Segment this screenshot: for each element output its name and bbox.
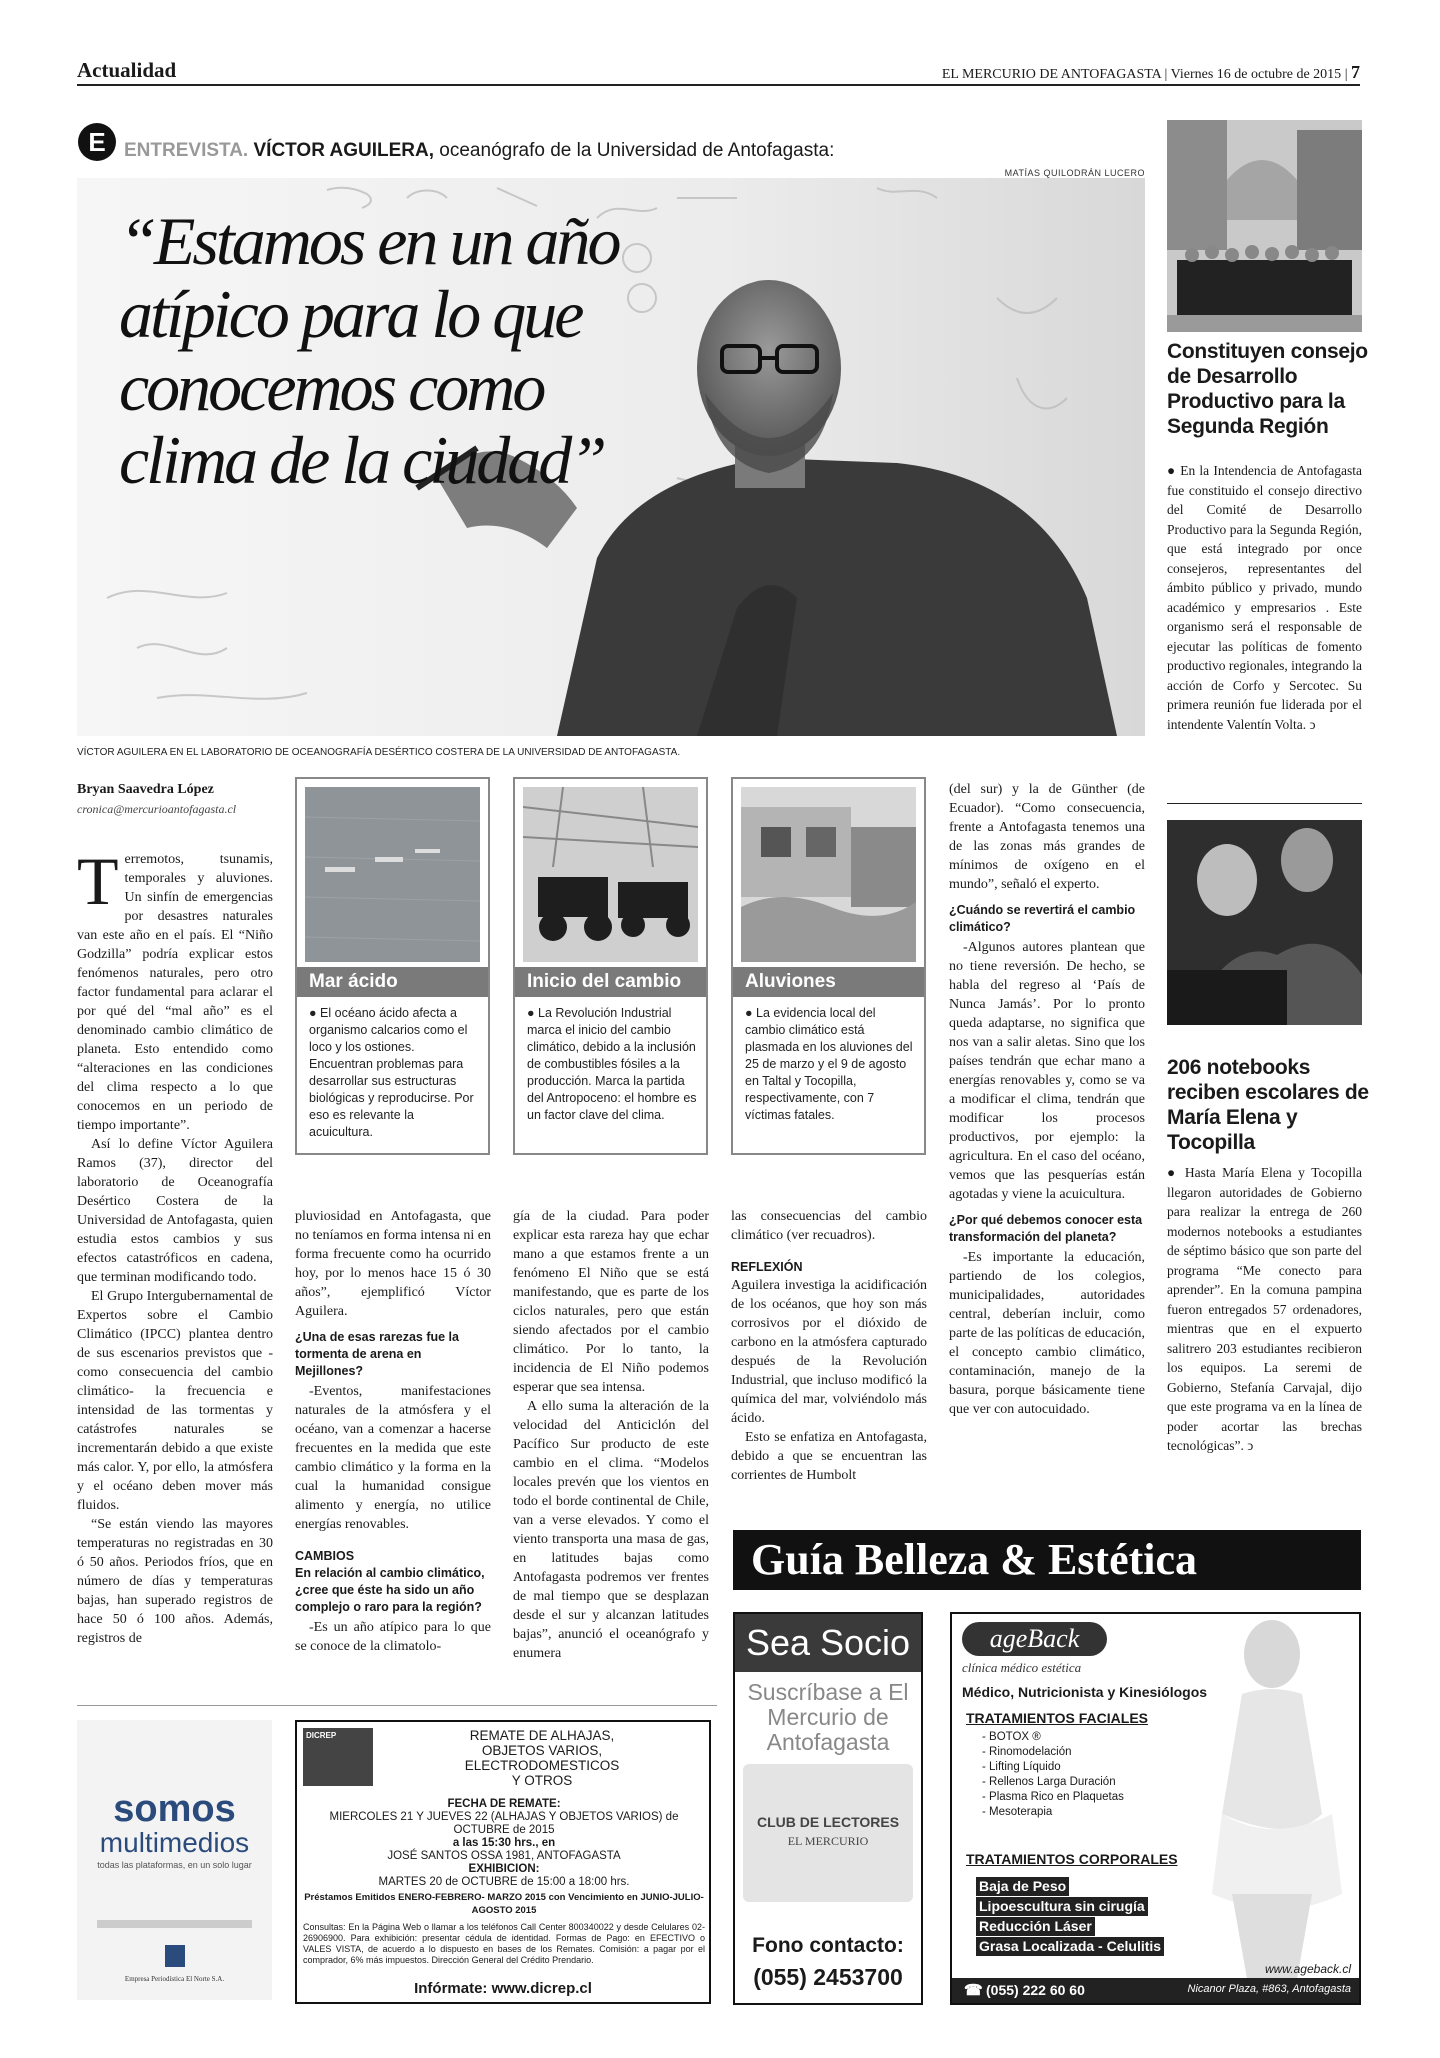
box-text: ● La evidencia local del cambio climático está plasmada en los aluviones del 25 de marzo y el 9 de agosto en Taltal y Tocopilla, respectivamente, con 7 víctimas fatales. [745, 1006, 913, 1122]
paragraph: las consecuencias del cambio climático (ver recuadros). [731, 1209, 927, 1243]
paragraph: Así lo define Víctor Aguilera Ramos (37), director del laboratorio de Oceanografía Desértico Costera de la Universidad de Antofagasta, quien estudia estos cambios y sus efectos catastróficos en cadena, que terminan modificando todo. [77, 1137, 273, 1285]
ageback-tagline: clínica médico estética [962, 1660, 1082, 1675]
ad-footer: Empresa Periodística El Norte S.A. [124, 1975, 225, 1983]
issue-date: Viernes 16 de octubre de 2015 [1170, 67, 1342, 82]
ad-website[interactable]: Infórmate: www.dicrep.cl [414, 1980, 592, 1997]
interview-question: ¿Una de esas rarezas fue la tormenta de arena en Mejillones? [295, 1330, 459, 1378]
dicrep-auction-ad[interactable] [295, 1720, 711, 2004]
box-title: Aluviones [733, 967, 924, 997]
ad-contact-label: Fono contacto: [752, 1934, 904, 1957]
ad-consultas: Consultas: En la Página Web o llamar a los teléfonos Call Center 800340022 y desde Celulares 02-26906900. Para exhibición: presentar cédula de identidad. Formas de Pago: en EFECTIVO o VALES VISTA, de acuerdo a lo dispuesto en bases de los Remates. Comisión: a pagar por el comprador, 6% más impuestos. Dirección General del Crédito Prendario. [303, 1922, 705, 1965]
club-sub: EL MERCURIO [787, 1834, 869, 1848]
box-text: ● El océano ácido afecta a organismo calcarios como el loco y los ostiones. Encuentran problemas para desarrollar sus estructuras biológicas y reproducirse. Por eso es relevante la acuicultura. [309, 1006, 474, 1139]
body-column-3 [513, 1207, 709, 1663]
photo-caption: VÍCTOR AGUILERA EN EL LABORATORIO DE OCEANOGRAFÍA DESÉRTICO COSTERA DE LA UNIVERSIDAD DE ANTOFAGASTA. [77, 747, 681, 758]
interview-badge-icon: E [78, 123, 116, 161]
ageback-staff: Médico, Nutricionista y Kinesiólogos [962, 1684, 1208, 1700]
club-name: CLUB DE LECTORES [756, 1814, 900, 1830]
kicker-label: ENTREVISTA. [124, 140, 249, 161]
photo-credit: MATÍAS QUILODRÁN LUCERO [1004, 168, 1145, 178]
box-title: Mar ácido [297, 967, 488, 997]
article-kicker [124, 140, 834, 162]
page-number: 7 [1351, 62, 1360, 82]
ad-prestamos: Préstamos Emitidos ENERO-FEBRERO- MARZO 2015 con Vencimiento en JUNIO-JULIO-AGOSTO 2015 [304, 1892, 704, 1916]
treatment-item: - Plasma Rico en Plaquetas [982, 1791, 1124, 1803]
ad-tagline: todas las plataformas, en un solo lugar [97, 1860, 252, 1870]
students-notebooks-photo [1167, 820, 1362, 1025]
kicker-name: VÍCTOR AGUILERA, [253, 140, 435, 161]
somos-multimedios-ad[interactable] [77, 1720, 272, 2000]
bottom-divider [77, 1705, 717, 1706]
treatment-item: - Rinomodelación [982, 1746, 1072, 1758]
paragraph: gía de la ciudad. Para poder explicar esta rareza hay que echar mano a que estamos frente a un fenómeno El Niño que se está manifestando, que es parte de los ciclos naturales, pero que están siendo afectados por el cambio climático. Por lo tanto, la incidencia de El Niño podemos esperar que sea intensa. [513, 1209, 709, 1395]
section-label: Actualidad [77, 58, 177, 82]
end-mark-icon: ↄ [1247, 1438, 1254, 1453]
phone-icon: ☎ [964, 1982, 983, 1999]
body-column-1 [77, 843, 273, 1648]
ageback-website[interactable]: www.ageback.cl [1264, 1962, 1351, 1976]
interview-question: ¿Por qué debemos conocer esta transformación del planeta? [949, 1213, 1143, 1244]
paragraph: pluviosidad en Antofagasta, que no teníamos en forma intensa ni en forma frecuente como ha ocurrido hoy, por lo menos hace 15 ó 30 años”, ejemplificó Víctor Aguilera. [295, 1209, 491, 1319]
ad-brand: somos [113, 1788, 236, 1830]
treatment-item: - BOTOX ® [982, 1731, 1041, 1743]
club-card-image [743, 1764, 913, 1902]
box-title: Inicio del cambio [515, 967, 706, 997]
ad-lugar: JOSÉ SANTOS OSSA 1981, ANTOFAGASTA [387, 1850, 621, 1862]
paragraph: -Eventos, manifestaciones naturales de la atmósfera y el océano, van a comenzar a hacerse frecuentes en la medida que este cambio climático y la forma en la cual la humanidad consigue alimento y energía, no utilice energías renovables. [295, 1384, 491, 1532]
ad-line: REMATE DE ALHAJAS, [469, 1728, 615, 1743]
sidebar-divider [1167, 803, 1362, 804]
flood-damage-photo [741, 787, 916, 962]
treatment-item: Reducción Láser [976, 1917, 1095, 1936]
info-box-mar-acido [295, 777, 490, 1155]
beauty-guide-banner: Guía Belleza & Estética [733, 1530, 1361, 1590]
ad-contact-phone[interactable]: (055) 2453700 [753, 1964, 903, 1990]
body-treatments-title: TRATAMIENTOS CORPORALES [966, 1851, 1178, 1867]
header-divider [77, 84, 1360, 86]
ad-logo-strip [97, 1920, 252, 1928]
paragraph: Esto se enfatiza en Antofagasta, debido a que se encuentran las corrientes de Humbolt [731, 1430, 927, 1483]
body-column-2 [295, 1207, 491, 1656]
paragraph: (del sur) y la de Günther (de Ecuador). “Como consecuencia, frente a Antofagasta tenemos una de las zonas más grandes de mínimos de oxígeno en el mundo”, señaló el experto. [949, 782, 1145, 892]
kicker-description: oceanógrafo de la Universidad de Antofagasta: [439, 140, 835, 161]
council-group-photo [1167, 120, 1362, 332]
info-box-aluviones [731, 777, 926, 1155]
paragraph: -Algunos autores plantean que no tiene reversión. De hecho, se habla del regreso al ‘País de Nunca Jamás’. Por lo pronto queda adaptarse, no significa que nos van a salir aletas. Sino que los países tendrán que echar mano a energías renovables y, como se va a modificar el clima, tendrán que modificar los procesos productivos, por ejemplo: la agricultura. En el caso del océano, vemos que las pesquerías están agotadas y viene la acuicultura. [949, 940, 1145, 1202]
ad-brand-sub: multimedios [99, 1827, 250, 1858]
interview-question: ¿Cuándo se revertirá el cambio climático? [949, 903, 1136, 934]
treatment-item: - Rellenos Larga Duración [982, 1776, 1116, 1788]
body-column-5 [949, 780, 1145, 1419]
ad-exhibicion-label: EXHIBICION: [468, 1863, 540, 1875]
ad-title: Sea Socio [735, 1614, 921, 1672]
ageback-address: Nicanor Plaza, #863, Antofagasta [1187, 1983, 1351, 1995]
treatment-item: Grasa Localizada - Celulitis [976, 1937, 1164, 1956]
ageback-phone[interactable]: (055) 222 60 60 [986, 1982, 1085, 1998]
facial-treatments-title: TRATAMIENTOS FACIALES [966, 1710, 1148, 1726]
ageback-logo: ageBack [962, 1622, 1107, 1656]
sidebar-story-1-title: Constituyen consejo de Desarrollo Productivo para la Segunda Región [1167, 340, 1368, 438]
paragraph: erremotos, tsunamis, temporales y aluviones. Un sinfín de emergencias por desastres naturales van este año en el país. El “Niño Godzilla” podría explicar estos fenómenos naturales, pero otro factor fundamental para aclarar el por qué del “mal año” es el denominado cambio climático de planeta. Esto entendido como “alteraciones en las condiciones del clima respecto a lo que conocemos en un periodo de tiempo importante”. [77, 852, 273, 1133]
byline: Bryan Saavedra López [77, 782, 214, 797]
ad-line: ELECTRODOMESTICOS [464, 1758, 620, 1773]
paragraph: Aguilera investiga la acidificación de los océanos, que hoy son más corrosivos por el dióxido de carbono en la atmósfera capturado después de la Revolución Industrial, que incluso modificó la química del mar, volviéndolo más ácido. [731, 1278, 927, 1426]
drop-cap: T [77, 843, 119, 919]
sidebar-story-2-title: 206 notebooks reciben escolares de María Elena y Tocopilla [1167, 1056, 1369, 1154]
newspaper-name: EL MERCURIO DE ANTOFAGASTA [941, 67, 1162, 82]
dicrep-logo-icon: DICREP [303, 1728, 373, 1786]
end-mark-icon: ↄ [1309, 716, 1316, 732]
sea-ships-photo [305, 787, 480, 962]
paragraph: El Grupo Intergubernamental de Expertos sobre el Cambio Climático (IPCC) plantea dentro de sus escenarios previstos que -como consecuencia del cambio climático- la frecuencia e intensidad de las tormentas y catástrofes naturales se incrementarán debido a que existe más calor. Y, por ello, la atmósfera y el océano deben mover más fluidos. [77, 1289, 273, 1513]
interview-question: En relación al cambio climático, ¿cree que éste ha sido un año complejo o raro para la región? [295, 1566, 485, 1614]
paragraph: -Es importante la educación, partiendo de los colegios, municipalidades, autoridades central, deberían incluir, como parte de las políticas de educación, el concepto cambio climático, contaminación, manejo de la basura, porque básicamente tiene que ver con autocuidado. [949, 1250, 1145, 1417]
ageback-clinic-ad[interactable] [950, 1612, 1361, 2005]
ad-line: OBJETOS VARIOS, [481, 1743, 603, 1758]
vintage-cars-factory-photo [523, 787, 698, 962]
company-logo-icon [165, 1945, 185, 1967]
page-header-info: EL MERCURIO DE ANTOFAGASTA | Viernes 16 de octubre de 2015 | 7 [941, 62, 1360, 82]
body-column-4 [731, 1207, 927, 1485]
ad-subtitle: Suscríbase a El Mercurio de Antofagasta [747, 1679, 909, 1755]
ad-fecha: MIERCOLES 21 Y JUEVES 22 (ALHAJAS Y OBJETOS VARIOS) de OCTUBRE de 2015 [329, 1811, 679, 1836]
author-email[interactable]: cronica@mercurioantofagasta.cl [77, 802, 237, 816]
ageback-footer-bar [952, 1978, 1359, 2003]
paragraph: “Se están viendo las mayores temperaturas no registradas en 30 ó 50 años. Periodos fríos, que en número de días y temperaturas bajas, han superado registros de hace 50 ó 100 años. Además, registros de [77, 1517, 273, 1646]
paragraph: A ello suma la alteración de la velocidad del Anticiclón del Pacífico Sur producto de este cambio en el clima. “Modelos locales prevén que los vientos en todo el borde continental de Chile, van a verse elevados. Y como el viento transporta una masa de gas, en latitudes bajas como Antofagasta podremos ver frentes de mal tiempo que se desplazan desde el sur y alcanzan latitudes bajas”, anunció el oceanógrafo y enumera [513, 1399, 709, 1661]
box-text: ● La Revolución Industrial marca el inicio del cambio climático, debido a la inclusión de combustibles fósiles a la producción. Marca la partida del Antropoceno: el hombre es un factor clave del clima. [527, 1006, 697, 1122]
treatment-item: - Lifting Líquido [982, 1761, 1061, 1773]
treatment-item: Baja de Peso [976, 1877, 1069, 1896]
treatment-item: - Mesoterapia [982, 1806, 1053, 1818]
sidebar-story-1-text: ● En la Intendencia de Antofagasta fue constituido el consejo directivo del Comité de Desarrollo Productivo para la Segunda Región, que está integrado por once consejeros, representantes del ámbito público y privado, mundo académico y empresarios . Este organismo será el responsable de ejecutar las políticas de fomento productivo regionales, integrando la acción de Corfo y Sercotec. Su primera reunión fue liderada por el intendente Valentín Volta. ↄ [1167, 463, 1362, 732]
ad-fecha-label: FECHA DE REMATE: [447, 1798, 561, 1810]
ad-exhibicion: MARTES 20 de OCTUBRE de 15:00 a 18:00 hrs. [378, 1876, 630, 1888]
ad-line: Y OTROS [511, 1773, 573, 1788]
subheading: REFLEXIÓN [731, 1260, 803, 1274]
sea-socio-ad[interactable] [733, 1612, 923, 2005]
treatment-item: Lipoescultura sin cirugía [976, 1897, 1148, 1916]
paragraph: -Es un año atípico para lo que se conoce de la climatolo- [295, 1620, 491, 1654]
info-box-inicio-del-cambio [513, 777, 708, 1155]
sidebar-story-2-text: ● Hasta María Elena y Tocopilla llegaron autoridades de Gobierno para realizar la entrega de 260 modernos notebooks a estudiantes de séptimo básico que son parte del programa “Me conecto para aprender”. En la comuna pampina fueron entregados 57 ordenadores, mientras que en el expuerto salitrero 203 estudiantes recibieron los equipos. La seremi de Gobierno, Stefanía Carvajal, dijo que este programa va en la línea de poder acortar las brechas tecnológicas”. ↄ [1167, 1165, 1363, 1453]
ad-hora: a las 15:30 hrs., en [452, 1837, 556, 1849]
headline: “Estamos en un año atípico para lo que conocemos como clima de la ciudad” [119, 203, 619, 498]
subheading: CAMBIOS [295, 1549, 355, 1563]
